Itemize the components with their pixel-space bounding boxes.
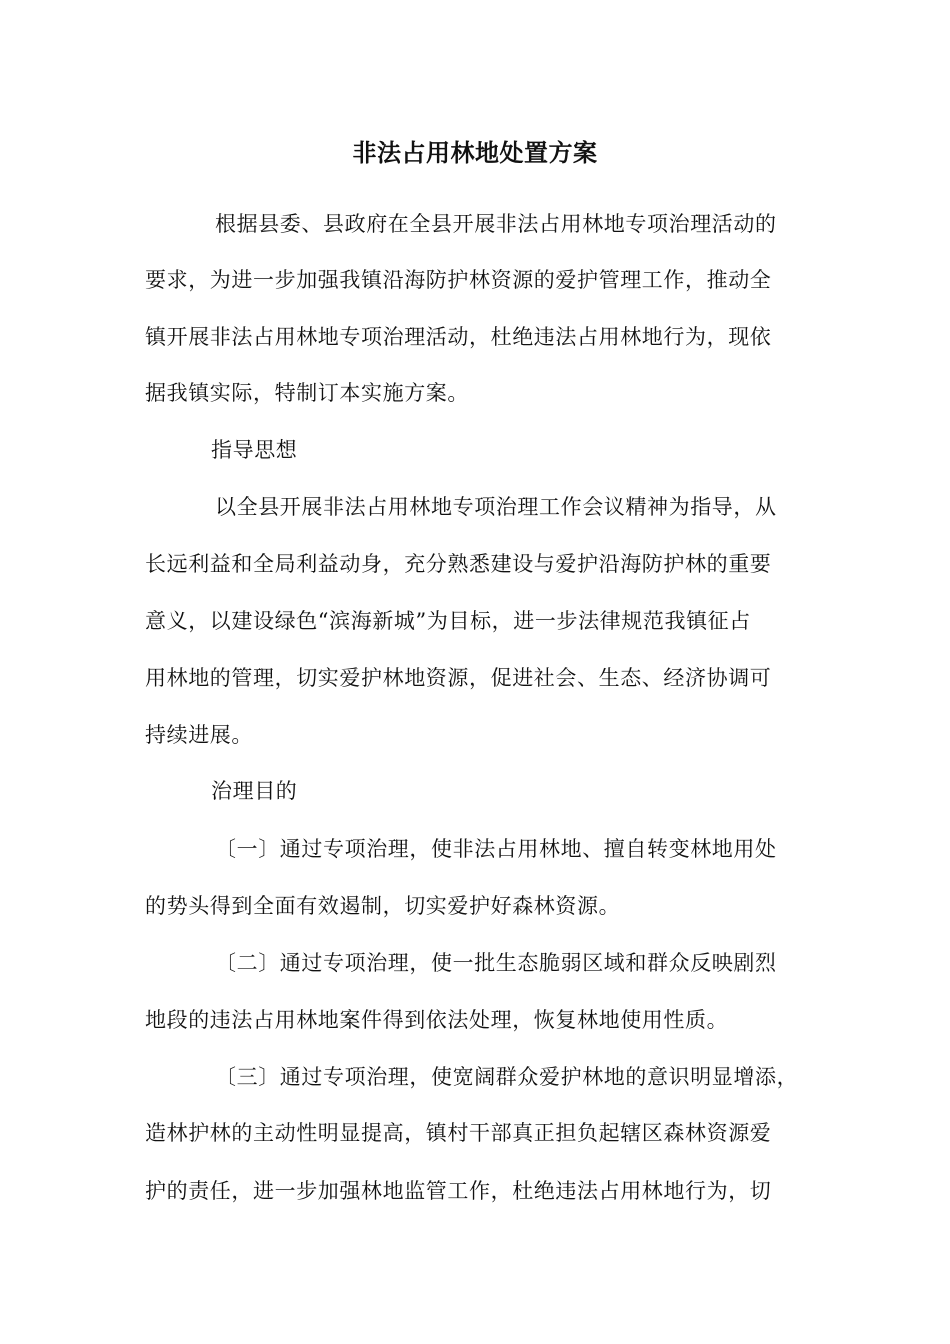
item-3-line-3: 护的责任，进一步加强林地监管工作，杜绝违法占用林地行为，切 — [145, 1179, 772, 1203]
heading-guiding-ideology: 指导思想 — [211, 438, 298, 462]
paragraph-2-line-5: 持续进展。 — [145, 723, 253, 747]
paragraph-1-line-4: 据我镇实际，特制订本实施方案。 — [145, 381, 469, 405]
paragraph-1-line-3: 镇开展非法占用林地专项治理活动，杜绝违法占用林地行为，现依 — [145, 325, 772, 349]
item-2-line-2: 地段的违法占用林地案件得到依法处理，恢复林地使用性质。 — [145, 1008, 729, 1032]
item-3-line-2: 造林护林的主动性明显提高，镇村干部真正担负起辖区森林资源爱 — [145, 1121, 772, 1145]
item-1-line-1: 〔一〕通过专项治理，使非法占用林地、擅自转变林地用处 — [215, 837, 777, 861]
item-1-line-2: 的势头得到全面有效遏制，切实爱护好森林资源。 — [145, 894, 621, 918]
heading-governance-purpose: 治理目的 — [211, 779, 298, 803]
paragraph-2-line-4: 用林地的管理，切实爱护林地资源，促进社会、生态、经济协调可 — [145, 666, 772, 690]
item-2-line-1: 〔二〕通过专项治理，使一批生态脆弱区域和群众反映剧烈 — [215, 951, 777, 975]
paragraph-2-line-2: 长远利益和全局利益动身，充分熟悉建设与爱护沿海防护林的重要 — [145, 552, 772, 576]
item-3-line-1: 〔三〕通过专项治理，使宽阔群众爱护林地的意识明显增添， — [215, 1065, 799, 1089]
document-title: 非法占用林地处置方案 — [352, 138, 598, 167]
paragraph-2-line-3: 意义，以建设绿色“滨海新城”为目标，进一步法律规范我镇征占 — [145, 609, 751, 633]
paragraph-2-line-1: 以全县开展非法占用林地专项治理工作会议精神为指导，从 — [215, 495, 777, 519]
paragraph-1-line-1: 根据县委、县政府在全县开展非法占用林地专项治理活动的 — [215, 212, 777, 236]
paragraph-1-line-2: 要求，为进一步加强我镇沿海防护林资源的爱护管理工作，推动全 — [145, 268, 772, 292]
